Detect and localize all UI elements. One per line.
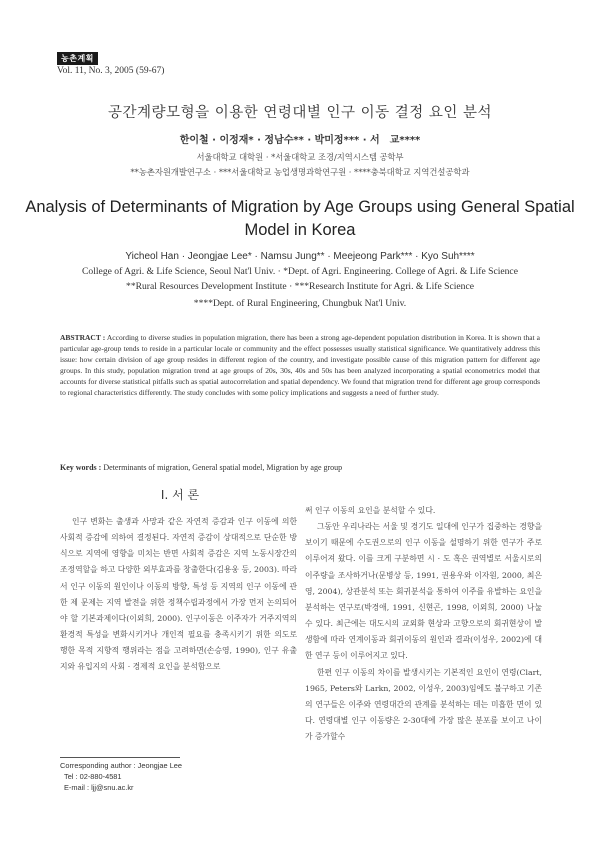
- english-title: [0, 196, 600, 242]
- body-paragraph: 써 인구 이동의 요인을 분석할 수 있다.: [305, 506, 436, 515]
- body-right-column: [305, 503, 542, 745]
- footnote-divider: [60, 757, 180, 758]
- abstract: [60, 333, 540, 398]
- korean-affiliation-1: 서울대학교 대학원 · *서울대학교 조경/지역시스템 공학부: [196, 152, 404, 162]
- footnote: [60, 760, 300, 793]
- body-paragraph: 한편 인구 이동의 차이를 발생시키는 기본적인 요인이 연령(Clart, 1965, Peters와 Larkn, 2002, 이성우, 2003)임에도 불구하고 기존의 연구들은 이주와 연령대간의 관계를 분석하는 데는 미흡한 면이 있다. 연령대별 인구 이동량은 2-30대에 가장 많은 분포를 보이고 나이가 증가할수: [305, 667, 542, 742]
- abstract-text: According to diverse studies in population migration, there has been a strong age-dependent population distribution in Korea. It is shown that a particular age-group tends to reside in a particular locale or community and the effect possesses usually statistical significance. We quantitatively address this issue: how certain division of age group resides in different region of the country, and investigate possible cause of this migration pattern for different age groups. In this study, population migration trend at age groups of 20s, 30s, 40s and 50s has been analyzed incorporating a spatial econometrics model that accounts for diverse statistical pitfalls such as spatial autocorrelation and spatial dependency. We found that migration trend for different age group corresponds to regional characteristics differently. The study concludes with some policy implications and suggests a need of further study.: [60, 333, 540, 397]
- abstract-label: ABSTRACT :: [60, 333, 106, 342]
- author-phone: Tel : 02-880-4581: [64, 772, 122, 781]
- english-affiliation-2: **Rural Resources Development Institute · ***Research Institute for Agri. & Life Science: [126, 281, 474, 292]
- section-heading: Ⅰ. 서 론: [160, 488, 200, 502]
- keywords-text: Determinants of migration, General spatial model, Migration by age group: [103, 463, 343, 472]
- author-email: E-mail : ljj@snu.ac.kr: [64, 783, 134, 792]
- keywords-label: Key words :: [60, 463, 102, 472]
- korean-affiliation-2: **농촌자원개발연구소 · ***서울대학교 농업생명과학연구원 · ****충북대학교 지역건설공학과: [130, 167, 470, 177]
- body-paragraph: 그동안 우리나라는 서울 및 경기도 일대에 인구가 집중하는 경향을 보이기 때문에 수도권으로의 인구 이동을 설명하기 위한 연구가 주로 이루어져 왔다. 이를 크게 구분하면 시 · 도 혹은 권역별로 서울시로의 이주량을 조사하거나(문병상 등, 1991, 권용우와 이자원, 2000, 최은영, 2004), 상관분석 또는 회귀분석을 통하여 이주를 유발하는 요인을 분석하는 연구로(박경애, 1991, 신현곤, 1998, 이외희, 2000) 나눌 수 있다. 최근에는 대도시의 교외화 현상과 고향으로의 회귀현상이 발생함에 따라 연계이동과 회귀이동의 원인과 결과(이성우, 2002)에 대한 연구 등이 이루어지고 있다.: [305, 522, 542, 661]
- korean-title: 공간계량모형을 이용한 연령대별 인구 이동 결정 요인 분석: [108, 105, 492, 121]
- english-affiliation-3: ****Dept. of Rural Engineering, Chungbuk Nat'l Univ.: [193, 298, 407, 309]
- english-title-line-1: Analysis of Determinants of Migration by Age Groups using General Spatial: [25, 198, 575, 216]
- korean-authors: 한이철 · 이정재* · 정남수** · 박미정*** · 서 교****: [179, 135, 421, 146]
- body-left-column: 인구 변화는 출생과 사망과 같은 자연적 증감과 인구 이동에 의한 사회적 증감에 의하여 결정된다. 자연적 증감이 상대적으로 단순한 방식으로 지역에 영향을 미치는 반면 사회적 증감은 지역 노동시장간의 조정역할을 하고 다양한 외부효과를 창출한다(김용웅 등, 2003). 따라서 인구 이동의 원인이나 이동의 방향, 특성 등 지역의 인구 이동에 관한 제 문제는 지역 발전을 위한 정책수립과정에서 가장 먼저 논의되어야 할 기본과제이다(이외희, 2000). 인구이동은 이주자가 거주지역의 환경적 특성을 변화시키거나 개인적 필요를 충족시키기 위한 의도로 행한 목적 지향적 행위라는 점을 고려하면(손승영, 1990), 인구 유출지와 유입지의 사회 · 경제적 요인을 분석함으로: [60, 517, 297, 672]
- journal-badge: 농촌계획: [57, 52, 98, 65]
- english-title-line-2: Model in Korea: [244, 221, 356, 239]
- corresponding-author: Corresponding author : Jeongjae Lee: [60, 761, 183, 770]
- keywords: [60, 463, 540, 472]
- english-affiliation-1: College of Agri. & Life Science, Seoul Nat'l Univ. · *Dept. of Agri. Engineering. College of Agri. & Life Science: [82, 266, 518, 277]
- volume-info: Vol. 11, No. 3, 2005 (59-67): [57, 66, 165, 76]
- english-authors: Yicheol Han · Jeongjae Lee* · Namsu Jung** · Meejeong Park*** · Kyo Suh****: [125, 251, 475, 262]
